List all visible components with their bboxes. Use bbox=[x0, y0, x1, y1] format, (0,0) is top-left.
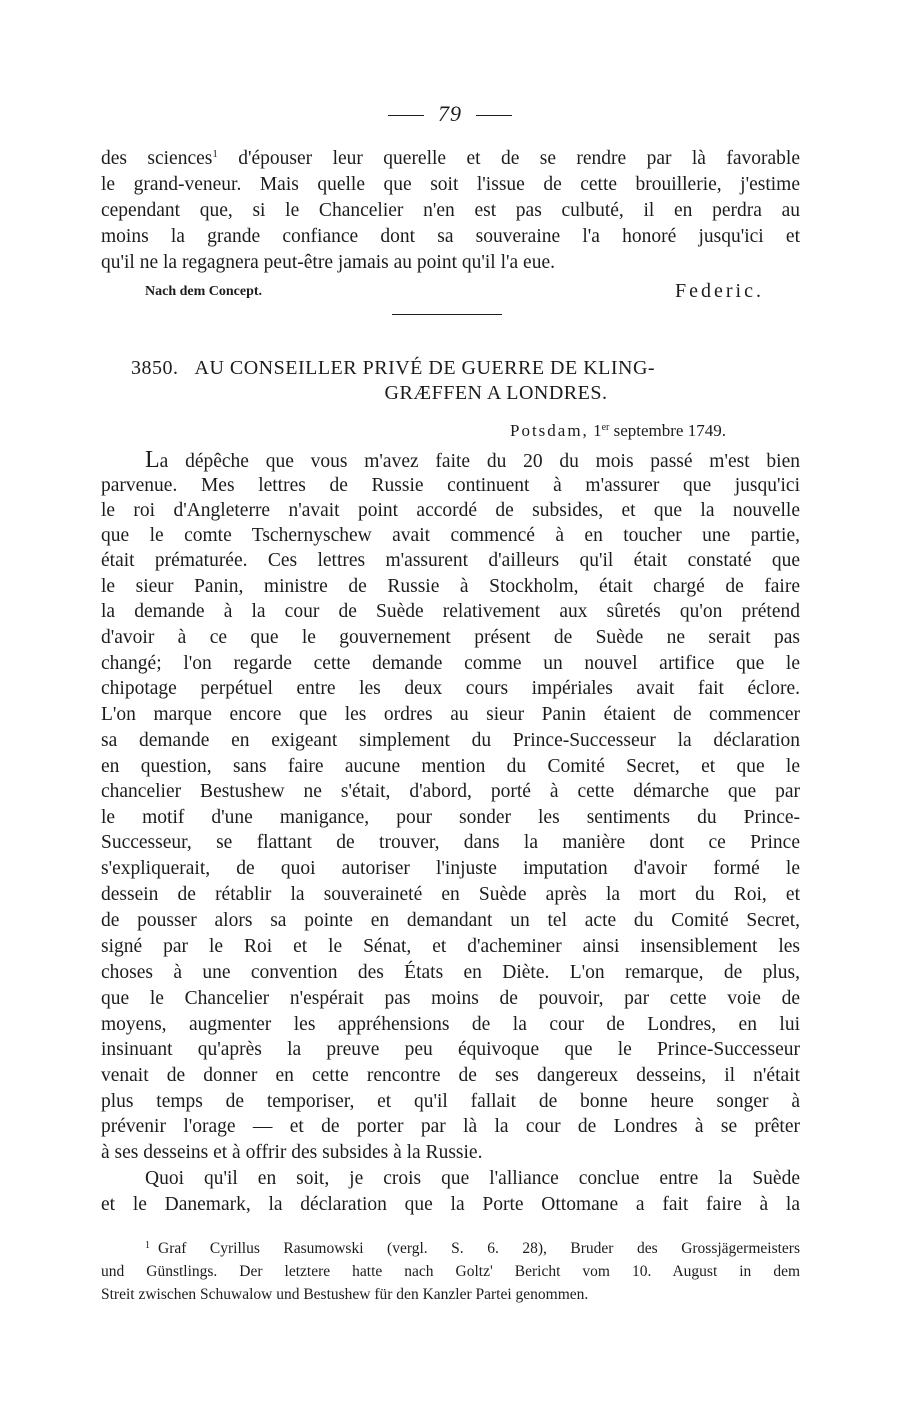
body-line bbox=[145, 447, 800, 475]
body-line: en question, sans faire aucune mention du Comité Secret, et que le bbox=[101, 756, 800, 777]
body-line: moyens, augmenter les appréhensions de la cour de Londres, en lui bbox=[101, 1014, 800, 1035]
body-line: L'on marque encore que les ordres au sieur Panin étaient de commencer bbox=[101, 704, 800, 725]
document-number: 3850. bbox=[131, 357, 179, 379]
footnote-line bbox=[145, 1238, 800, 1260]
footnote-reference: 1 bbox=[212, 148, 218, 160]
page-number bbox=[0, 101, 900, 127]
dateline-day: 1 bbox=[593, 421, 602, 440]
preceding-letter-line: moins la grande confiance dont sa souveraine l'a honoré jusqu'ici et bbox=[101, 226, 800, 247]
body-line: à ses desseins et à offrir des subsides à la Russie. bbox=[101, 1142, 483, 1163]
footnote-text: Graf Cyrillus Rasumowski (vergl. S. 6. 28), Bruder des Grossjägermeisters bbox=[158, 1240, 800, 1257]
dateline-rest: septembre 1749. bbox=[613, 421, 726, 440]
body-text: a dépêche que vous m'avez faite du 20 du mois passé m'est bien bbox=[159, 451, 800, 472]
section-divider bbox=[392, 314, 502, 315]
body-line: venait de donner en cette rencontre de ses dangereux desseins, il n'était bbox=[101, 1065, 800, 1086]
body-line: et le Danemark, la déclaration que la Porte Ottomane a fait faire à la bbox=[101, 1194, 800, 1215]
body-line: chancelier Bestushew ne s'était, d'abord, porté à cette démarche que par bbox=[101, 781, 800, 802]
body-line: le sieur Panin, ministre de Russie à Stockholm, était chargé de faire bbox=[101, 576, 800, 597]
body-line: d'avoir à ce que le gouvernement présent de Suède ne serait pas bbox=[101, 627, 800, 648]
body-line: la demande à la cour de Suède relativement aux sûretés qu'on prétend bbox=[101, 601, 800, 622]
page-number-value: 79 bbox=[438, 101, 462, 126]
preceding-letter-line bbox=[101, 146, 800, 172]
page-number-dash-right bbox=[476, 115, 512, 116]
footnote-marker: 1 bbox=[145, 1240, 150, 1251]
body-line: insinuant qu'après la preuve peu équivoque que le Prince-Successeur bbox=[101, 1039, 800, 1060]
body-line: signé par le Roi et le Sénat, et d'acheminer ainsi insensiblement les bbox=[101, 936, 800, 957]
document-heading-line-1: AU CONSEILLER PRIVÉ DE GUERRE DE KLING- bbox=[194, 357, 656, 379]
body-line: Quoi qu'il en soit, je crois que l'alliance conclue entre la Suède bbox=[145, 1168, 800, 1189]
body-line: Successeur, se flattant de trouver, dans la manière dont ce Prince bbox=[101, 832, 800, 853]
dateline-place: Potsdam, bbox=[510, 421, 589, 440]
body-line: que le Chancelier n'espérait pas moins de pouvoir, par cette voie de bbox=[101, 988, 800, 1009]
document-heading bbox=[131, 357, 771, 380]
body-line: parvenue. Mes lettres de Russie continuent à m'assurer que jusqu'ici bbox=[101, 475, 800, 496]
initial-letter: L bbox=[145, 447, 160, 473]
body-line: prévenir l'orage — et de porter par là la cour de Londres à se prêter bbox=[101, 1116, 800, 1137]
body-line: que le comte Tschernyschew avait commencé à en toucher une partie, bbox=[101, 525, 800, 546]
page-number-dash-left bbox=[388, 115, 424, 116]
body-line: plus temps de temporiser, et qu'il fallait de bonne heure songer à bbox=[101, 1091, 800, 1112]
source-note: Nach dem Concept. bbox=[145, 284, 263, 299]
body-line: dessein de rétablir la souveraineté en Suède après la mort du Roi, et bbox=[101, 884, 800, 905]
dateline-day-suffix: er bbox=[601, 422, 610, 433]
signature: Federic. bbox=[675, 280, 764, 302]
preceding-letter-text: d'épouser leur querelle et de se rendre par là favorable bbox=[238, 148, 800, 169]
body-line: chipotage perpétuel entre les deux cours impériales avait fait éclore. bbox=[101, 678, 800, 699]
preceding-letter-line: le grand-veneur. Mais quelle que soit l'issue de cette brouillerie, j'estime bbox=[101, 174, 800, 195]
footnote-line: und Günstlings. Der letztere hatte nach Goltz' Bericht vom 10. August in dem bbox=[101, 1263, 800, 1280]
body-line: était prématurée. Ces lettres m'assurent d'ailleurs qu'il était constaté que bbox=[101, 550, 800, 571]
preceding-letter-line: qu'il ne la regagnera peut-être jamais au point qu'il l'a eue. bbox=[101, 252, 555, 273]
body-line: de pousser alors sa pointe en demandant un tel acte du Comité Secret, bbox=[101, 910, 800, 931]
preceding-letter-text: des sciences bbox=[101, 148, 213, 169]
dateline bbox=[510, 421, 726, 441]
preceding-letter-line: cependant que, si le Chancelier n'en est pas culbuté, il en perdra au bbox=[101, 200, 800, 221]
body-line: le motif d'une manigance, pour sonder les sentiments du Prince- bbox=[101, 807, 800, 828]
body-line: s'expliquerait, de quoi autoriser l'injuste imputation d'avoir formé le bbox=[101, 858, 800, 879]
footnote-line: Streit zwischen Schuwalow und Bestushew für den Kanzler Partei genommen. bbox=[101, 1286, 589, 1303]
document-heading-line-2: GRÆFFEN A LONDRES. bbox=[384, 382, 608, 404]
body-line: choses à une convention des États en Diète. L'on remarque, de plus, bbox=[101, 962, 800, 983]
body-line: sa demande en exigeant simplement du Prince-Successeur la déclaration bbox=[101, 730, 800, 751]
body-line: le roi d'Angleterre n'avait point accordé de subsides, et que la nouvelle bbox=[101, 500, 800, 521]
body-line: changé; l'on regarde cette demande comme un nouvel artifice que le bbox=[101, 653, 800, 674]
